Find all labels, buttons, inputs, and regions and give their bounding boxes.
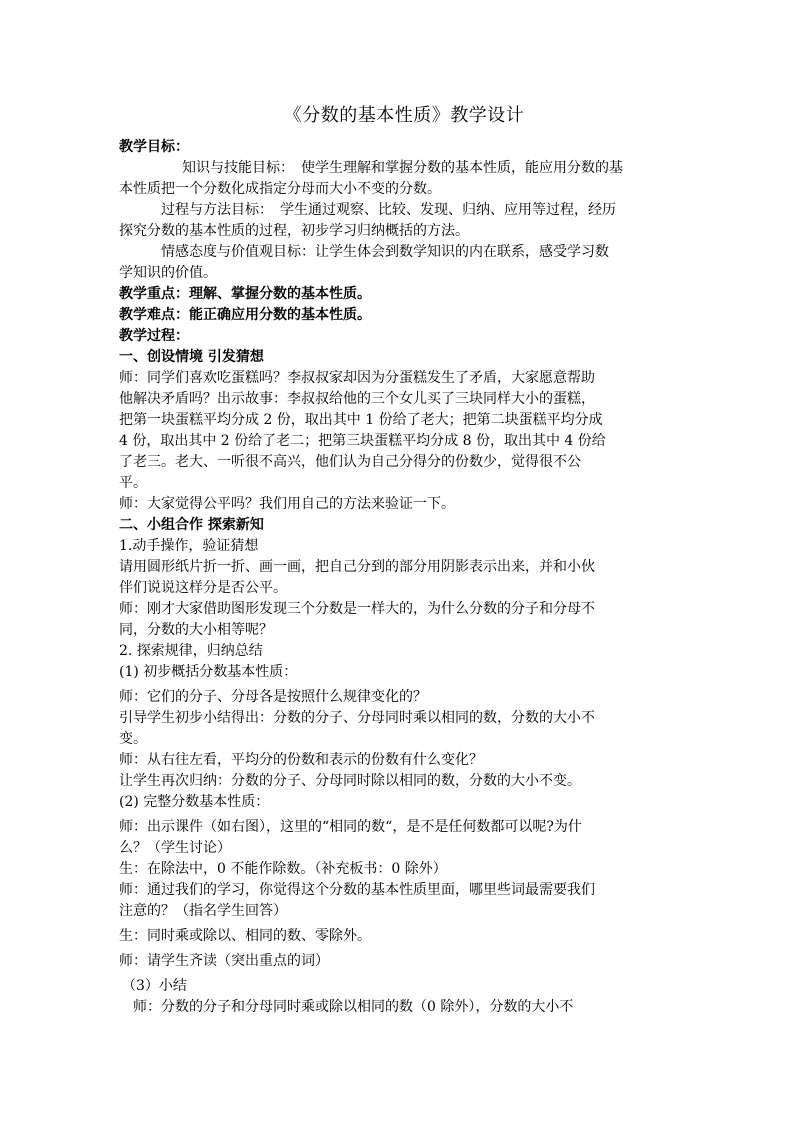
paragraph-line: 生：同时乘或除以、相同的数、零除外。	[119, 928, 371, 944]
paragraph-line: 注意的？（指名学生回答）	[119, 903, 287, 919]
paragraph-line: 知识与技能目标： 使学生理解和掌握分数的基本性质，能应用分数的基	[154, 160, 623, 176]
paragraph-line: 让学生再次归纳：分数的分子、分母同时除以相同的数，分数的大小不变。	[119, 773, 581, 789]
paragraph-line: 师：刚才大家借助图形发现三个分数是一样大的，为什么分数的分子和分母不	[119, 601, 595, 617]
paragraph-line: 师：分数的分子和分母同时乘或除以相同的数（0 除外），分数的大小不	[119, 999, 574, 1015]
difficulty-line: 教学难点：能正确应用分数的基本性质。	[119, 307, 371, 323]
paragraph-line: 师：通过我们的学习，你觉得这个分数的基本性质里面，哪里些词最需要我们	[119, 882, 595, 898]
subsection-item: (1) 初步概括分数基本性质：	[119, 664, 298, 680]
paragraph-line: 学知识的价值。	[119, 265, 217, 281]
paragraph-line: 情感态度与价值观目标：让学生体会到数学知识的内在联系，感受学习数	[147, 244, 609, 260]
paragraph-line: 平。	[119, 475, 147, 491]
paragraph-line: 同，分数的大小相等呢？	[119, 622, 273, 638]
key-point-line: 教学重点：理解、掌握分数的基本性质。	[119, 286, 371, 302]
subsection-item: （3）小结	[122, 978, 187, 994]
paragraph-line: 生：在除法中，0 不能作除数。（补充板书：0 除外）	[119, 861, 447, 877]
paragraph-line: 师：请学生齐读（突出重点的词）	[119, 953, 329, 969]
document-title: 《分数的基本性质》教学设计	[283, 105, 525, 126]
paragraph-line: 变。	[119, 731, 147, 747]
paragraph-line: 师：同学们喜欢吃蛋糕吗？李叔叔家却因为分蛋糕发生了矛盾，大家愿意帮助	[119, 370, 595, 386]
paragraph-line: 4 份，取出其中 2 份给了老二；把第三块蛋糕平均分成 8 份，取出其中 4 份给	[119, 433, 606, 449]
subsection-heading: 1.动手操作，验证猜想	[119, 538, 259, 554]
paragraph-line: 师：出示课件（如右图），这里的“相同的数“，是不是任何数都可以呢?为什	[119, 819, 582, 835]
paragraph-line: 探究分数的基本性质的过程，初步学习归纳概括的方法。	[119, 223, 469, 239]
paragraph-line: 伴们说说这样分是否公平。	[119, 580, 287, 596]
paragraph-line: 师：它们的分子、分母各是按照什么规律变化的？	[119, 689, 427, 705]
paragraph-line: 本性质把一个分数化成指定分母而大小不变的分数。	[119, 181, 441, 197]
paragraph-line: 他解决矛盾吗？出示故事：李叔叔给他的三个女儿买了三块同样大小的蛋糕，	[119, 391, 595, 407]
paragraph-line: 过程与方法目标： 学生通过观察、比较、发现、归纳、应用等过程，经历	[147, 202, 616, 218]
process-heading: 教学过程：	[119, 328, 189, 344]
paragraph-line: 把第一块蛋糕平均分成 2 份，取出其中 1 份给了老大；把第二块蛋糕平均分成	[119, 412, 603, 428]
section-heading-2: 二、小组合作 探索新知	[119, 517, 264, 533]
section-heading-1: 一、创设情境 引发猜想	[119, 349, 264, 365]
document-body	[119, 137, 689, 1018]
paragraph-line: 请用圆形纸片折一折、画一画，把自己分到的部分用阴影表示出来，并和小伙	[119, 559, 595, 575]
paragraph-line: 引导学生初步小结得出：分数的分子、分母同时乘以相同的数，分数的大小不	[119, 710, 595, 726]
paragraph-line: 师：从右往左看，平均分的份数和表示的份数有什么变化？	[119, 752, 483, 768]
paragraph-line: 么？（学生讨论）	[119, 840, 231, 856]
subsection-item: (2) 完整分数基本性质：	[119, 794, 270, 810]
paragraph-line: 了老三。老大、一听很不高兴，他们认为自己分得分的份数少，觉得很不公	[119, 454, 581, 470]
subsection-heading: 2. 探索规律，归纳总结	[119, 643, 263, 659]
paragraph-line: 师：大家觉得公平吗？我们用自己的方法来验证一下。	[119, 496, 455, 512]
teaching-goals-heading: 教学目标：	[119, 139, 189, 155]
